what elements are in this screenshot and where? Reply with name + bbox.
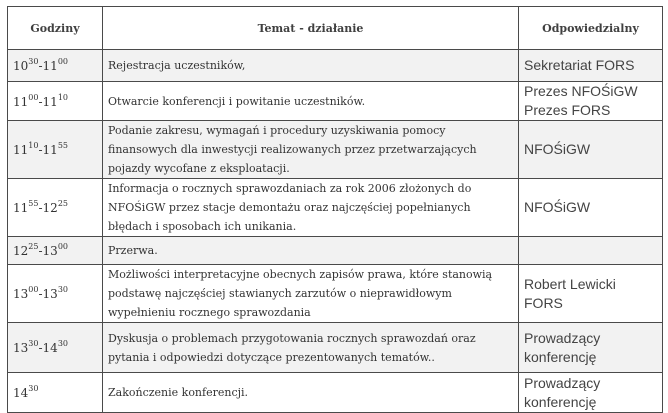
header-hours: Godziny — [8, 7, 103, 50]
topic-cell: Zakończenie konferencji. — [103, 373, 519, 413]
responsible-line: konferencję — [524, 393, 597, 410]
time-start-minute: 55 — [28, 199, 39, 208]
topic-cell: Podanie zakresu, wymagań i procedury uzyskiwania pomocy finansowych dla inwestycji realizowanych przez przetwarzających pojazdy wycofane z eksploatacji. — [103, 121, 519, 179]
responsible-line: Prowadzący — [524, 374, 601, 391]
time-cell — [8, 373, 103, 413]
time-end-minute: 00 — [57, 57, 68, 66]
time-end-hour: 13 — [42, 287, 58, 301]
responsible-line: NFOŚiGW — [524, 141, 591, 157]
agenda-table — [7, 6, 663, 413]
header-responsible: Odpowiedzialny — [519, 7, 663, 50]
time-end-hour: 11 — [42, 59, 58, 73]
time-start-minute: 00 — [28, 285, 39, 294]
topic-cell: Dyskusja o problemach przygotowania rocznych sprawozdań oraz pytania i odpowiedzi dotyczące prezentowanych tematów.. — [103, 323, 519, 373]
time-start-minute: 30 — [28, 384, 39, 393]
time-end-minute: 00 — [57, 242, 68, 251]
header-topic: Temat - działanie — [103, 7, 519, 50]
table-row — [8, 373, 663, 413]
time-end-minute: 25 — [57, 199, 68, 208]
time-end-hour: 11 — [42, 143, 58, 157]
time-start-minute: 10 — [28, 141, 39, 150]
table-row — [8, 82, 663, 121]
time-start-hour: 13 — [13, 287, 29, 301]
time-start-hour: 13 — [13, 341, 29, 355]
time-separator: - — [38, 94, 43, 109]
time-start-hour: 11 — [13, 201, 29, 215]
time-end-hour: 14 — [42, 341, 58, 355]
time-end-hour: 13 — [42, 244, 58, 258]
time-cell — [8, 237, 103, 265]
time-start-minute: 25 — [28, 242, 39, 251]
time-end-minute: 10 — [57, 92, 68, 102]
table-row — [8, 323, 663, 373]
time-start-hour: 11 — [13, 94, 29, 109]
responsible-cell — [519, 50, 663, 82]
time-start-hour: 12 — [13, 244, 29, 258]
time-end-minute: 55 — [57, 141, 68, 150]
topic-cell: Możliwości interpretacyjne obecnych zapisów prawa, które stanowią podstawę najczęściej stawianych zarzutów o nieprawidłowym wypełnieniu rocznego sprawozdania — [103, 265, 519, 323]
responsible-cell — [519, 179, 663, 237]
time-start-minute: 30 — [28, 57, 39, 66]
time-cell — [8, 179, 103, 237]
time-cell — [8, 50, 103, 82]
responsible-line: NFOŚiGW — [524, 199, 591, 215]
responsible-line: Robert Lewicki — [524, 275, 616, 292]
table-row — [8, 50, 663, 82]
time-start-minute: 30 — [28, 339, 39, 348]
time-separator: - — [38, 143, 43, 157]
responsible-line: Prowadzący — [524, 329, 601, 346]
time-start-minute: 00 — [28, 92, 39, 102]
time-start-hour: 14 — [13, 386, 29, 400]
topic-cell: Przerwa. — [103, 237, 519, 265]
time-end-minute: 30 — [57, 285, 68, 294]
time-separator: - — [38, 341, 43, 355]
time-end-minute: 30 — [57, 339, 68, 348]
topic-cell: Rejestracja uczestników, — [103, 50, 519, 82]
time-end-hour: 11 — [42, 94, 58, 109]
time-separator: - — [38, 59, 43, 73]
responsible-cell — [519, 82, 663, 121]
responsible-cell — [519, 265, 663, 323]
time-cell — [8, 323, 103, 373]
time-cell — [8, 265, 103, 323]
responsible-line: konferencję — [524, 348, 597, 365]
table-row — [8, 237, 663, 265]
responsible-line: Prezes NFOŚiGW — [524, 83, 638, 99]
time-end-hour: 12 — [42, 201, 58, 215]
time-start-hour: 11 — [13, 143, 29, 157]
responsible-cell — [519, 237, 663, 265]
responsible-line: Prezes FORS — [524, 102, 611, 118]
table-row — [8, 121, 663, 179]
topic-cell: Informacja o rocznych sprawozdaniach za rok 2006 złożonych do NFOŚiGW przez stacje demontażu oraz najczęściej popełnianych błędach i sposobach ich unikania. — [103, 179, 519, 237]
time-start-hour: 10 — [13, 59, 29, 73]
table-row — [8, 179, 663, 237]
time-cell — [8, 121, 103, 179]
time-separator: - — [38, 287, 43, 301]
responsible-cell — [519, 373, 663, 413]
time-cell — [8, 82, 103, 121]
responsible-line: FORS — [524, 294, 563, 311]
topic-cell: Otwarcie konferencji i powitanie uczestników. — [103, 82, 519, 121]
responsible-cell — [519, 323, 663, 373]
table-row — [8, 265, 663, 323]
responsible-cell — [519, 121, 663, 179]
time-separator: - — [38, 201, 43, 215]
responsible-line: Sekretariat FORS — [524, 57, 635, 73]
agenda-header — [8, 7, 663, 50]
agenda-body — [8, 50, 663, 413]
time-separator: - — [38, 244, 43, 258]
